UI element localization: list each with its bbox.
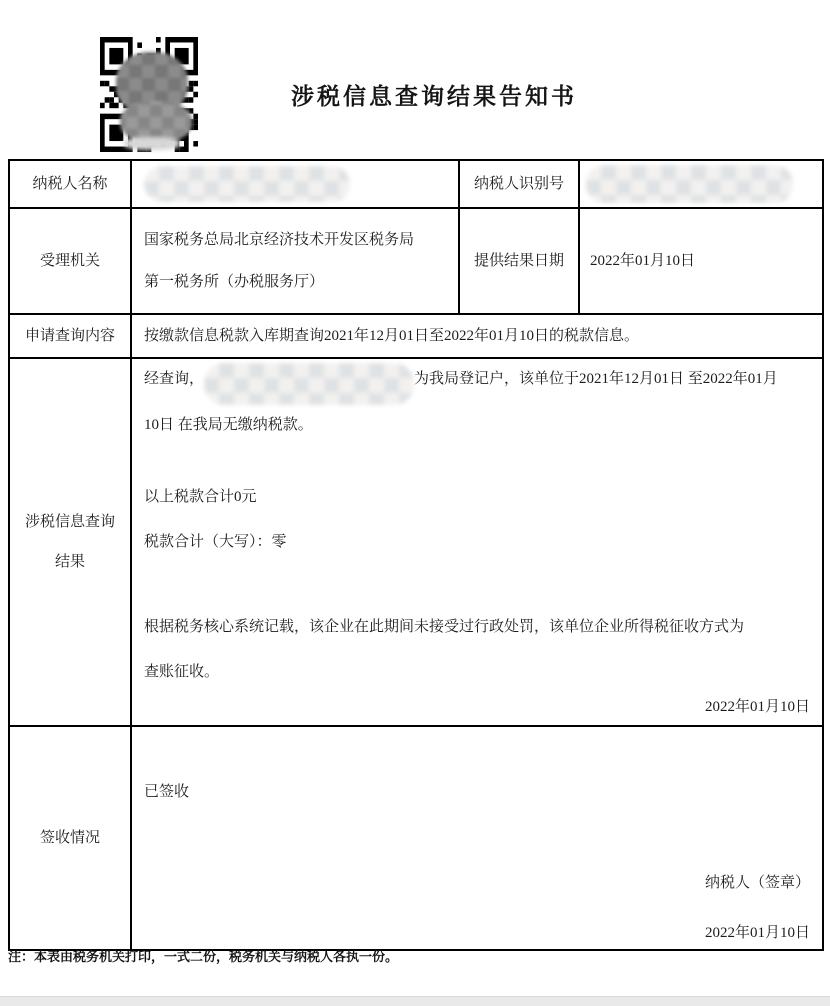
redacted-taxpayer-name [144,166,350,202]
authority-line-2: 第一税务所（办税服务厅） [144,274,325,290]
sign-taxpayer-label: 纳税人（签章） [704,875,810,891]
result-line-2: 10日 在我局无缴纳税款。 [144,417,313,433]
accepting-authority-label: 受理机关 [9,208,131,314]
result-label-line-2: 结果 [54,554,85,570]
result-section-content [131,358,823,726]
redacted-taxpayer-id [586,165,793,203]
page-bottom-edge [0,996,830,1006]
qr-redaction-blob [124,137,181,150]
table-row-authority [9,208,823,314]
result-line-1 [132,367,822,405]
taxpayer-id-value [579,160,823,208]
result-total-line: 以上税款合计0元 [144,489,257,505]
query-content-value: 按缴款信息税款入库期查询2021年12月01日至2022年01月10日的税款信息。 [131,314,823,358]
redacted-company-name [204,363,414,405]
result-label-line-1: 涉税信息查询 [24,514,115,530]
result-date-stamp: 2022年01月10日 [704,699,810,715]
taxpayer-name-value [131,160,459,208]
page-title: 涉税信息查询结果告知书 [291,84,577,109]
taxpayer-name-label: 纳税人名称 [9,160,131,208]
result-date-value: 2022年01月10日 [579,208,823,314]
result-note-line-1: 根据税务核心系统记载，该企业在此期间未接受过行政处罚，该单位企业所得税征收方式为 [144,619,745,635]
sign-section-content [131,726,823,950]
result-line1-prefix: 经查询， [144,371,205,387]
sign-status: 已签收 [144,784,190,800]
table-row-result [9,358,823,726]
table-row-sign [9,726,823,950]
authority-line-1: 国家税务总局北京经济技术开发区税务局 [144,232,415,248]
query-content-label: 申请查询内容 [9,314,131,358]
result-section-label [9,358,131,726]
result-date-label: 提供结果日期 [459,208,579,314]
info-table [8,159,824,951]
taxpayer-id-label: 纳税人识别号 [459,160,579,208]
table-row-query-content [9,314,823,358]
footer-note: 注：本表由税务机关打印，一式二份，税务机关与纳税人各执一份。 [8,949,399,964]
result-total-capital-line: 税款合计（大写）：零 [144,534,287,550]
sign-date: 2022年01月10日 [704,925,810,941]
result-line1-suffix: 为我局登记户，该单位于2021年12月01日 至2022年01月 [414,371,778,387]
sign-section-label: 签收情况 [9,726,131,950]
result-note-line-2: 查账征收。 [144,664,220,680]
accepting-authority-value [131,208,459,314]
table-row-taxpayer [9,160,823,208]
